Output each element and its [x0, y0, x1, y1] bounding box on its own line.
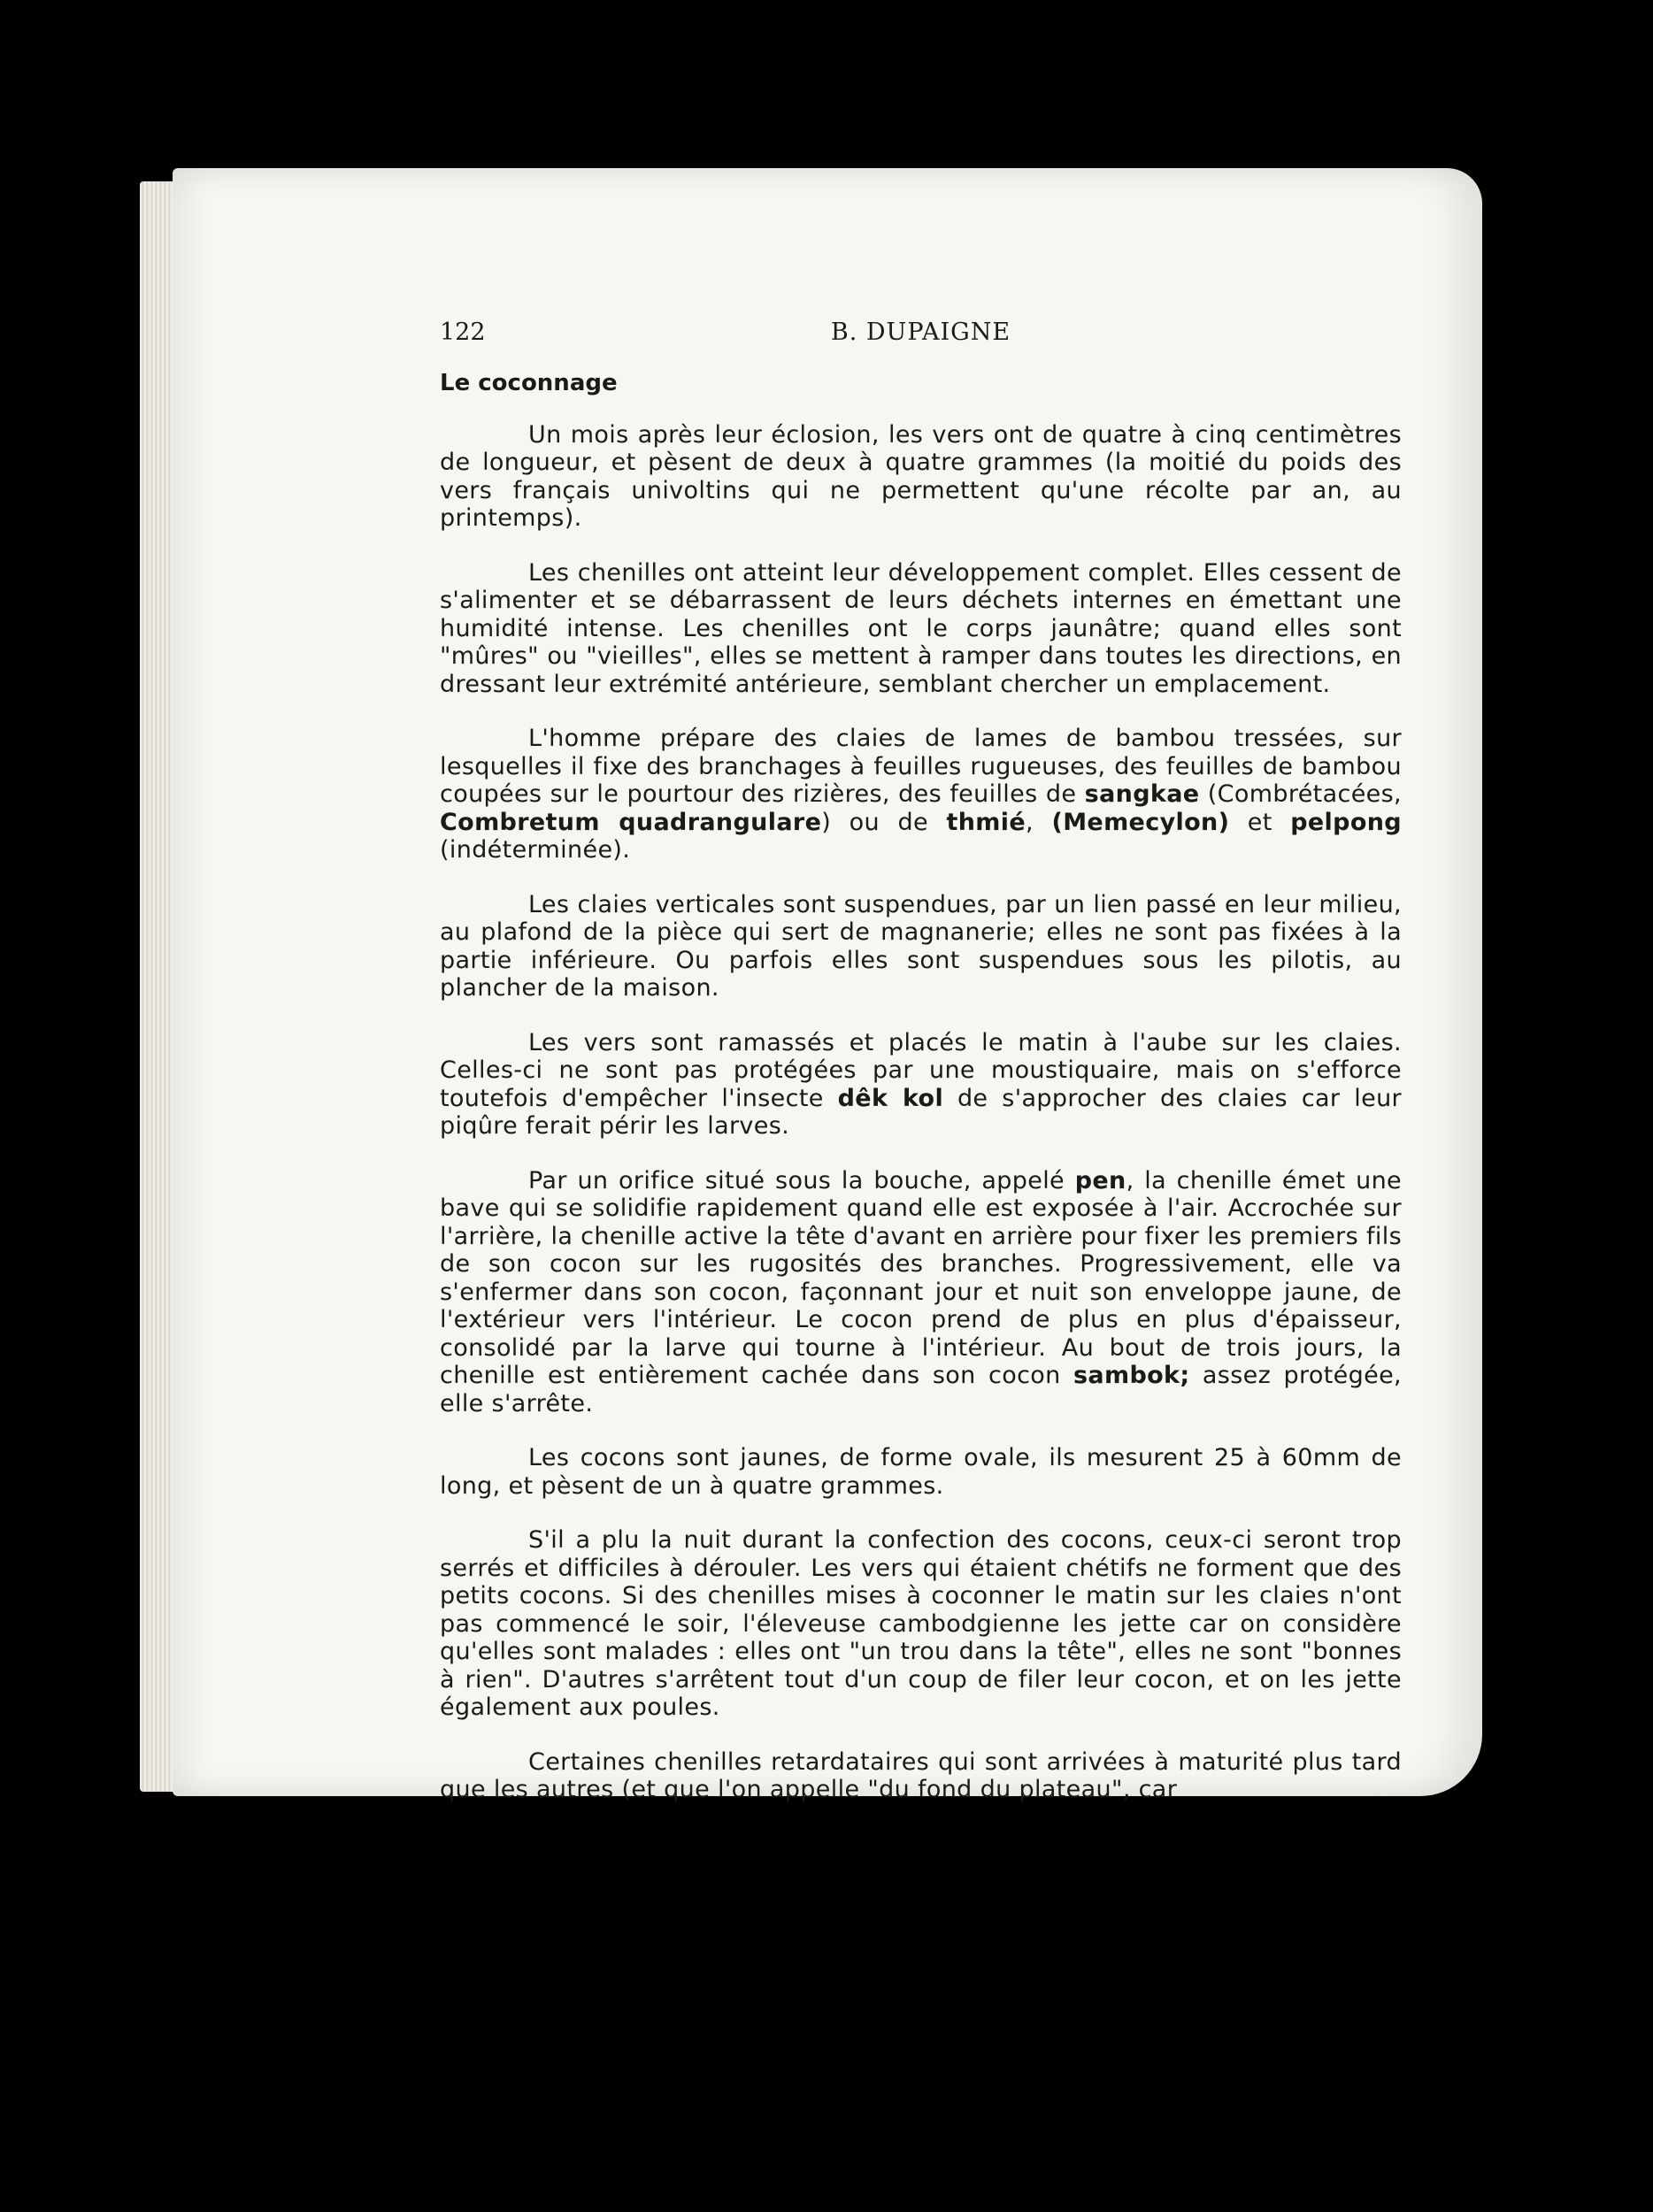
text-run: Les claies verticales sont suspendues, par un lien passé en leur milieu, au plafond de la pièce qui sert de magnanerie; elles ne sont pas fixées à la partie inférieure. Ou parfois elles sont suspendues sous les pilotis, au plancher de la maison.: [440, 890, 1402, 1002]
text-run: Les vers sont ramassés et placés le matin à l'aube sur les claies. Celles-ci ne sont pas protégées par une moustiquaire, mais on s'efforce toutefois d'empêcher l'insecte: [440, 1028, 1402, 1112]
running-head: B. DUPAIGNE: [830, 319, 1011, 346]
bold-term: sangkae: [1084, 780, 1200, 808]
page-number: 122: [440, 319, 486, 346]
paragraph: [440, 1526, 1402, 1722]
text-run: assez protégée, elle s'arrête.: [440, 1362, 1402, 1417]
bold-term: thmié: [946, 808, 1026, 836]
text-run: Les chenilles ont atteint leur développement complet. Elles cessent de s'alimenter et se débarrassent de leurs déchets internes en émettant une humidité intense. Les chenilles ont le corps jaunâtre; quand elles sont "mûres" ou "vieilles", elles se mettent à ramper dans toutes les directions, en dressant leur extrémité antérieure, semblant chercher un emplacement.: [440, 558, 1402, 698]
text-run: ) ou de: [821, 808, 947, 836]
page-header: [440, 319, 1402, 354]
text-run: de s'approcher des claies car leur piqûre ferait périr les larves.: [440, 1084, 1402, 1140]
bold-term: (Memecylon): [1051, 808, 1230, 836]
section-heading: Le coconnage: [440, 370, 618, 396]
paragraph: [440, 1029, 1402, 1141]
bold-term: pen: [1074, 1166, 1126, 1194]
paragraph: [440, 725, 1402, 864]
text-run: S'il a plu la nuit durant la confection des cocons, ceux-ci seront trop serrés et difficiles à dérouler. Les vers qui étaient chétifs ne forment que des petits cocons. Si des chenilles mises à coconner le matin sur les claies n'ont pas commencé le soir, l'éleveuse cambodgienne les jette car on considère qu'elles sont malades : elles ont "un trou dans la tête", elles ne sont "bonnes à rien". D'autres s'arrêtent tout d'un coup de filer leur cocon, et on les jette également aux poules.: [440, 1526, 1402, 1721]
text-run: Un mois après leur éclosion, les vers ont de quatre à cinq centimètres de longueur, et pèsent de deux à quatre grammes (la moitié du poids des vers français univoltins qui ne permettent qu'une récolte par an, au printemps).: [440, 420, 1402, 532]
text-run: (Combrétacées,: [1199, 780, 1402, 808]
text-run: ,: [1026, 808, 1052, 836]
paragraph: [440, 421, 1402, 533]
bold-term: pelpong: [1290, 808, 1402, 836]
paragraph: [440, 559, 1402, 699]
text-run: , la chenille émet une bave qui se solidifie rapidement quand elle est exposée à l'air. Accrochée sur l'arrière, la chenille active la tête d'avant en arrière pour fixer les premiers fils de son cocon sur les rugosités des branches. Progressivement, elle va s'enfermer dans son cocon, façonnant jour et nuit son enveloppe jaune, de l'extérieur vers l'intérieur. Le cocon prend de plus en plus d'épaisseur, consolidé par la larve qui tourne à l'intérieur. Au bout de trois jours, la chenille est entièrement cachée dans son cocon: [440, 1166, 1403, 1389]
page-content: [440, 319, 1402, 1804]
text-run: (indéterminée).: [440, 836, 631, 864]
bold-term: dêk kol: [837, 1084, 944, 1112]
text-run: et: [1229, 808, 1291, 836]
paragraph: [440, 1167, 1402, 1418]
text-run: Certaines chenilles retardataires qui sont arrivées à maturité plus tard que les autres (et que l'on appelle "du fond du plateau", car: [440, 1747, 1402, 1803]
paragraph: [440, 1444, 1402, 1500]
body-text: [440, 421, 1402, 1804]
text-run: L'homme prépare des claies de lames de bambou tressées, sur lesquelles il fixe des branchages à feuilles rugueuses, des feuilles de bambou coupées sur le pourtour des rizières, des feuilles de: [440, 725, 1402, 808]
text-run: Les cocons sont jaunes, de forme ovale, ils mesurent 25 à 60mm de long, et pèsent de un à quatre grammes.: [440, 1444, 1402, 1500]
bold-term: Combretum quadrangulare: [440, 808, 822, 836]
text-run: Par un orifice situé sous la bouche, appelé: [528, 1166, 1075, 1194]
paragraph: [440, 1748, 1402, 1804]
bold-term: sambok;: [1073, 1362, 1190, 1389]
paragraph: [440, 891, 1402, 1002]
